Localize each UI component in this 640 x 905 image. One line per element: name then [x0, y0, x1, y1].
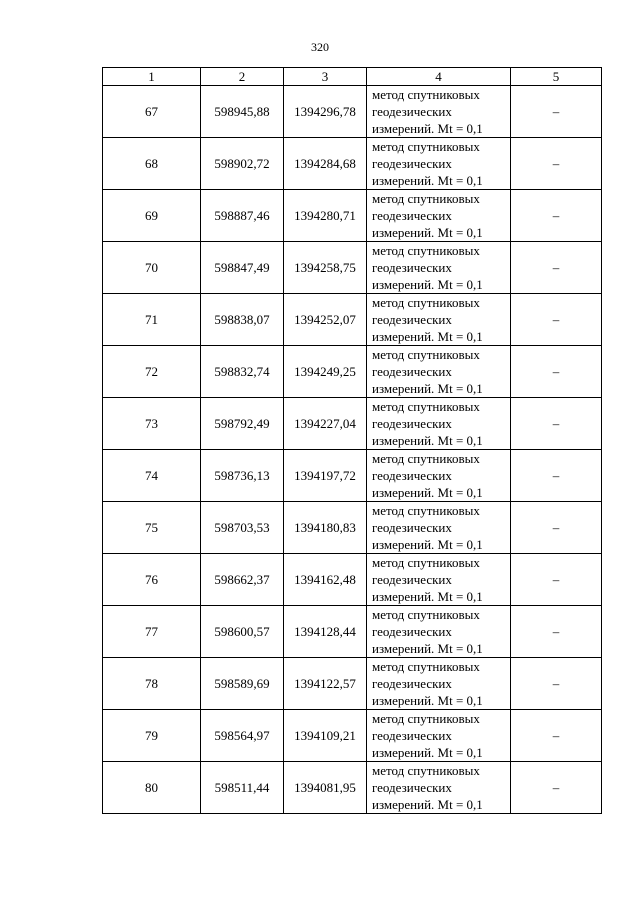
note-cell: –	[511, 658, 602, 710]
method-line: геодезических	[372, 364, 452, 379]
point-number-cell: 78	[103, 658, 201, 710]
point-number-cell: 72	[103, 346, 201, 398]
x-coordinate-cell: 598600,57	[201, 606, 284, 658]
x-coordinate-cell: 598703,53	[201, 502, 284, 554]
point-number-cell: 70	[103, 242, 201, 294]
y-coordinate-cell: 1394162,48	[284, 554, 367, 606]
table-row	[103, 398, 602, 450]
table-row	[103, 554, 602, 606]
method-line: геодезических	[372, 624, 452, 639]
y-coordinate-cell: 1394122,57	[284, 658, 367, 710]
method-line: метод спутниковых	[372, 763, 480, 778]
method-cell	[367, 138, 511, 190]
note-cell: –	[511, 554, 602, 606]
method-line: метод спутниковых	[372, 555, 480, 570]
method-line: геодезических	[372, 208, 452, 223]
method-line: метод спутниковых	[372, 243, 480, 258]
method-line: геодезических	[372, 416, 452, 431]
method-line: измерений. Mt = 0,1	[372, 433, 483, 448]
point-number-cell: 75	[103, 502, 201, 554]
method-cell	[367, 294, 511, 346]
x-coordinate-cell: 598887,46	[201, 190, 284, 242]
note-cell: –	[511, 710, 602, 762]
method-line: геодезических	[372, 780, 452, 795]
note-cell: –	[511, 86, 602, 138]
point-number-cell: 76	[103, 554, 201, 606]
table-row	[103, 450, 602, 502]
y-coordinate-cell: 1394249,25	[284, 346, 367, 398]
x-coordinate-cell: 598589,69	[201, 658, 284, 710]
table-row	[103, 346, 602, 398]
table-row	[103, 606, 602, 658]
note-cell: –	[511, 398, 602, 450]
method-line: геодезических	[372, 312, 452, 327]
table-row	[103, 138, 602, 190]
y-coordinate-cell: 1394296,78	[284, 86, 367, 138]
x-coordinate-cell: 598662,37	[201, 554, 284, 606]
page-number: 320	[311, 40, 329, 54]
method-line: геодезических	[372, 468, 452, 483]
method-line: измерений. Mt = 0,1	[372, 537, 483, 552]
method-line: измерений. Mt = 0,1	[372, 797, 483, 812]
table-row	[103, 242, 602, 294]
method-line: метод спутниковых	[372, 295, 480, 310]
method-line: измерений. Mt = 0,1	[372, 121, 483, 136]
method-cell	[367, 346, 511, 398]
method-cell	[367, 502, 511, 554]
point-number-cell: 68	[103, 138, 201, 190]
header-cell: 1	[103, 68, 201, 86]
y-coordinate-cell: 1394284,68	[284, 138, 367, 190]
note-cell: –	[511, 346, 602, 398]
point-number-cell: 67	[103, 86, 201, 138]
header-cell: 4	[367, 68, 511, 86]
method-cell	[367, 86, 511, 138]
note-cell: –	[511, 294, 602, 346]
method-line: измерений. Mt = 0,1	[372, 641, 483, 656]
coordinates-table	[102, 67, 602, 814]
note-cell: –	[511, 190, 602, 242]
method-line: геодезических	[372, 104, 452, 119]
x-coordinate-cell: 598792,49	[201, 398, 284, 450]
method-line: измерений. Mt = 0,1	[372, 485, 483, 500]
note-cell: –	[511, 762, 602, 814]
y-coordinate-cell: 1394128,44	[284, 606, 367, 658]
x-coordinate-cell: 598832,74	[201, 346, 284, 398]
method-line: измерений. Mt = 0,1	[372, 225, 483, 240]
point-number-cell: 71	[103, 294, 201, 346]
method-line: геодезических	[372, 520, 452, 535]
point-number-cell: 69	[103, 190, 201, 242]
header-cell: 3	[284, 68, 367, 86]
method-line: метод спутниковых	[372, 659, 480, 674]
method-line: измерений. Mt = 0,1	[372, 277, 483, 292]
method-cell	[367, 190, 511, 242]
method-cell	[367, 606, 511, 658]
x-coordinate-cell: 598838,07	[201, 294, 284, 346]
header-row	[103, 68, 602, 86]
method-cell	[367, 450, 511, 502]
table-row	[103, 658, 602, 710]
point-number-cell: 80	[103, 762, 201, 814]
table-row	[103, 294, 602, 346]
method-line: измерений. Mt = 0,1	[372, 173, 483, 188]
point-number-cell: 79	[103, 710, 201, 762]
y-coordinate-cell: 1394280,71	[284, 190, 367, 242]
method-cell	[367, 762, 511, 814]
method-line: метод спутниковых	[372, 139, 480, 154]
method-line: геодезических	[372, 728, 452, 743]
y-coordinate-cell: 1394180,83	[284, 502, 367, 554]
y-coordinate-cell: 1394197,72	[284, 450, 367, 502]
method-cell	[367, 242, 511, 294]
x-coordinate-cell: 598847,49	[201, 242, 284, 294]
x-coordinate-cell: 598902,72	[201, 138, 284, 190]
method-line: геодезических	[372, 676, 452, 691]
method-line: метод спутниковых	[372, 399, 480, 414]
y-coordinate-cell: 1394227,04	[284, 398, 367, 450]
y-coordinate-cell: 1394081,95	[284, 762, 367, 814]
x-coordinate-cell: 598511,44	[201, 762, 284, 814]
method-line: измерений. Mt = 0,1	[372, 589, 483, 604]
method-cell	[367, 554, 511, 606]
x-coordinate-cell: 598564,97	[201, 710, 284, 762]
note-cell: –	[511, 502, 602, 554]
method-line: измерений. Mt = 0,1	[372, 693, 483, 708]
method-line: геодезических	[372, 260, 452, 275]
method-line: метод спутниковых	[372, 347, 480, 362]
note-cell: –	[511, 606, 602, 658]
point-number-cell: 74	[103, 450, 201, 502]
point-number-cell: 77	[103, 606, 201, 658]
note-cell: –	[511, 450, 602, 502]
table-row	[103, 710, 602, 762]
method-line: метод спутниковых	[372, 503, 480, 518]
method-line: измерений. Mt = 0,1	[372, 745, 483, 760]
method-line: метод спутниковых	[372, 711, 480, 726]
method-line: геодезических	[372, 572, 452, 587]
y-coordinate-cell: 1394109,21	[284, 710, 367, 762]
point-number-cell: 73	[103, 398, 201, 450]
method-cell	[367, 710, 511, 762]
method-line: метод спутниковых	[372, 87, 480, 102]
x-coordinate-cell: 598736,13	[201, 450, 284, 502]
header-cell: 2	[201, 68, 284, 86]
table-row	[103, 502, 602, 554]
method-line: метод спутниковых	[372, 607, 480, 622]
table-body	[103, 86, 602, 814]
method-line: измерений. Mt = 0,1	[372, 329, 483, 344]
method-cell	[367, 398, 511, 450]
method-cell	[367, 658, 511, 710]
table-row	[103, 190, 602, 242]
method-line: метод спутниковых	[372, 451, 480, 466]
y-coordinate-cell: 1394258,75	[284, 242, 367, 294]
method-line: метод спутниковых	[372, 191, 480, 206]
method-line: измерений. Mt = 0,1	[372, 381, 483, 396]
y-coordinate-cell: 1394252,07	[284, 294, 367, 346]
note-cell: –	[511, 242, 602, 294]
x-coordinate-cell: 598945,88	[201, 86, 284, 138]
note-cell: –	[511, 138, 602, 190]
method-line: геодезических	[372, 156, 452, 171]
header-cell: 5	[511, 68, 602, 86]
table-row	[103, 762, 602, 814]
table-row	[103, 86, 602, 138]
